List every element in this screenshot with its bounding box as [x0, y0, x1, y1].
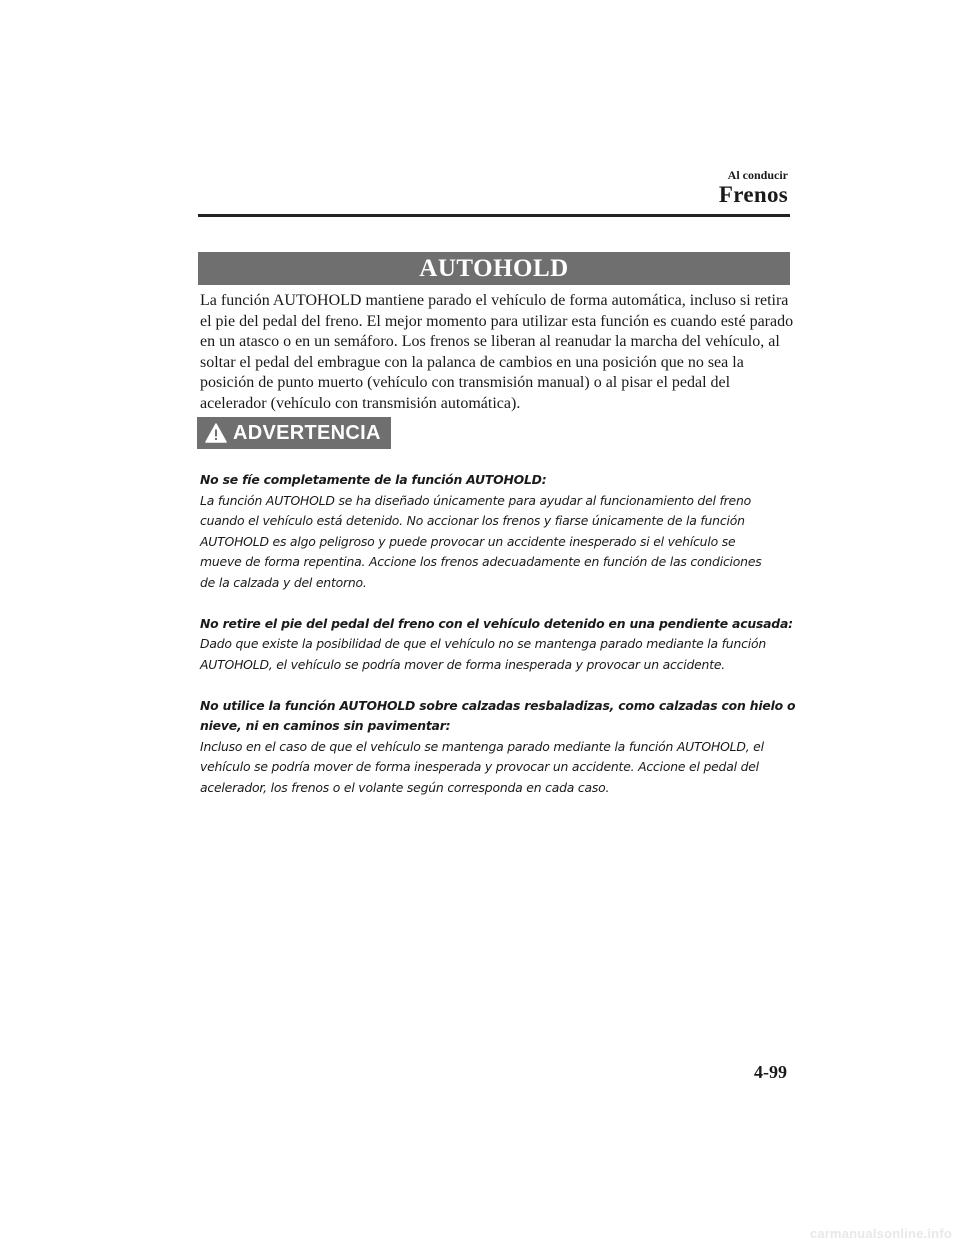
warning-line: vehículo se podría mover de forma inesperada y provocar un accidente. Accione el pedal del: [200, 759, 759, 774]
warning-line: La función AUTOHOLD se ha diseñado únicamente para ayudar al funcionamiento del freno: [200, 492, 752, 508]
header-title: Frenos: [718, 182, 788, 207]
warning-line: acelerador, los frenos o el volante según corresponda en cada caso.: [200, 779, 610, 795]
intro-line: el pie del pedal del freno. El mejor momento para utilizar esta función es cuando esté parado: [200, 312, 794, 330]
warning-line: Incluso en el caso de que el vehículo se mantenga parado mediante la función AUTOHOLD, el: [200, 738, 764, 754]
warning-block: [200, 696, 800, 799]
intro-line: en un atasco o en un semáforo. Los frenos se liberan al reanudar la marcha del vehículo, al: [200, 333, 780, 350]
warning-heading: No retire el pie del pedal del freno con el vehículo detenido en una pendiente acusada:: [200, 615, 793, 631]
intro-line: posición de punto muerto (vehículo con transmisión manual) o al pisar el pedal del: [200, 374, 731, 391]
warning-heading: No se fíe completamente de la función AUTOHOLD:: [200, 472, 547, 487]
warning-block: [200, 614, 800, 676]
intro-line: La función AUTOHOLD mantiene parado el vehículo de forma automática, incluso si retira: [200, 292, 789, 309]
warning-block: [200, 470, 800, 593]
warning-heading: nieve, ni en caminos sin pavimentar:: [200, 718, 451, 733]
warning-line: Dado que existe la posibilidad de que el vehículo no se mantenga parado mediante la función: [200, 636, 766, 651]
section-title-bar: AUTOHOLD: [198, 252, 790, 285]
warning-label: ADVERTENCIA: [233, 422, 381, 444]
intro-line: acelerador (vehículo con transmisión automática).: [200, 394, 521, 412]
warning-line: AUTOHOLD es algo peligroso y puede provocar un accidente inesperado si el vehículo se: [200, 533, 736, 549]
warning-line: de la calzada y del entorno.: [200, 574, 367, 590]
warning-line: mueve de forma repentina. Accione los frenos adecuadamente en función de las condiciones: [200, 554, 762, 569]
warning-heading: No utilice la función AUTOHOLD sobre calzadas resbaladizas, como calzadas con hielo o: [200, 697, 796, 713]
watermark: carmanualsonline.info: [809, 1226, 952, 1241]
intro-paragraph: [200, 291, 796, 414]
warning-content: [200, 470, 800, 819]
page-number: 4-99: [754, 1062, 787, 1082]
header-rule: [198, 214, 790, 217]
warning-triangle-icon: [205, 423, 227, 443]
header-subtitle: Al conducir: [727, 168, 788, 182]
warning-line: AUTOHOLD, el vehículo se podría mover de forma inesperada y provocar un accidente.: [200, 656, 726, 672]
warning-badge: [197, 417, 391, 449]
warning-line: cuando el vehículo está detenido. No accionar los frenos y fiarse únicamente de la función: [200, 513, 745, 528]
intro-line: soltar el pedal del embrague con la palanca de cambios en una posición que no sea la: [200, 353, 744, 371]
